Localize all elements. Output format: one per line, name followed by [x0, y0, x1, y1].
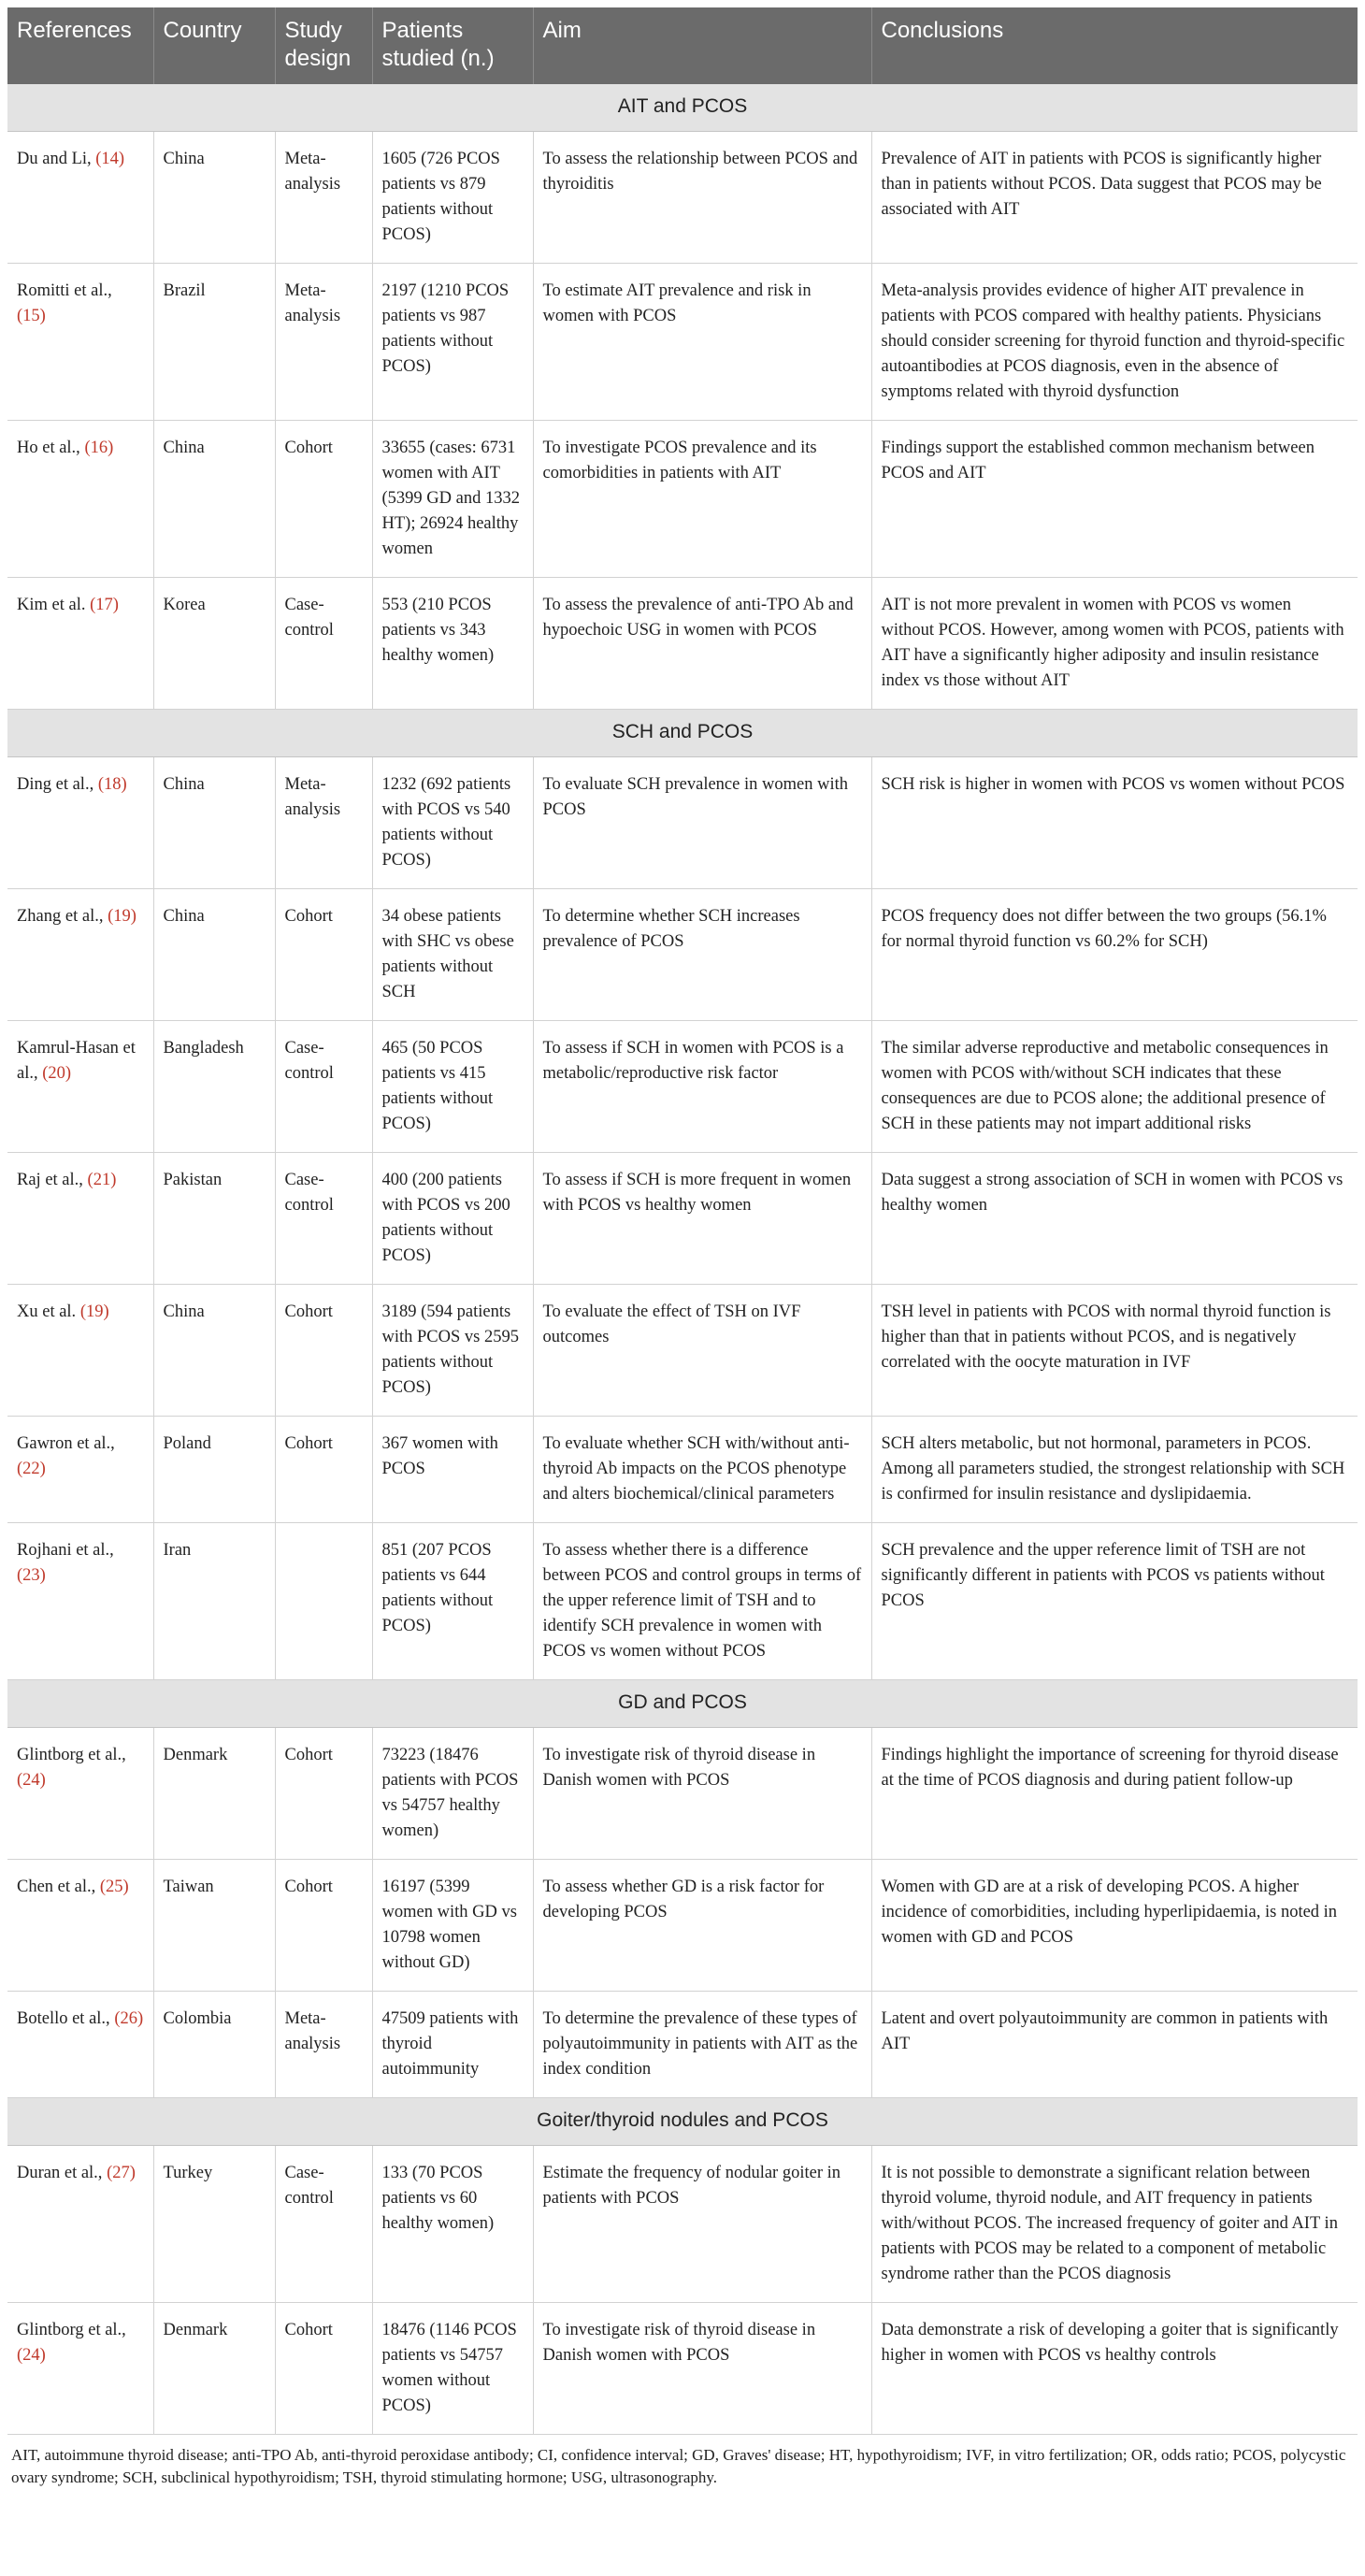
- aim-cell: To assess whether there is a difference between PCOS and control groups in terms of the upper reference limit of TSH and to identify SCH prevalence in women with PCOS vs women without PCOS: [533, 1523, 871, 1680]
- reference-cell: [7, 2303, 153, 2435]
- country-cell: China: [153, 889, 275, 1021]
- header-row: [7, 7, 1358, 84]
- reference-cell: [7, 264, 153, 421]
- patients-cell: 33655 (cases: 6731 women with AIT (5399 GD and 1332 HT); 26924 healthy women: [372, 421, 533, 578]
- aim-cell: To assess if SCH in women with PCOS is a metabolic/reproductive risk factor: [533, 1021, 871, 1153]
- patients-cell: 73223 (18476 patients with PCOS vs 54757 healthy women): [372, 1728, 533, 1860]
- study-design-cell: Cohort: [275, 1728, 372, 1860]
- reference-cell: [7, 421, 153, 578]
- reference-authors: Kim et al.: [17, 596, 86, 614]
- citation-link[interactable]: (15): [17, 307, 46, 325]
- reference-cell: [7, 1417, 153, 1523]
- study-design-cell: Cohort: [275, 889, 372, 1021]
- section-title: Goiter/thyroid nodules and PCOS: [7, 2098, 1358, 2146]
- study-design-cell: Meta-analysis: [275, 264, 372, 421]
- patients-cell: 1605 (726 PCOS patients vs 879 patients without PCOS): [372, 132, 533, 264]
- header-country: Country: [153, 7, 275, 84]
- aim-cell: To assess if SCH is more frequent in women with PCOS vs healthy women: [533, 1153, 871, 1285]
- section-row: [7, 1680, 1358, 1728]
- citation-link[interactable]: (14): [95, 150, 125, 168]
- patients-cell: 18476 (1146 PCOS patients vs 54757 women without PCOS): [372, 2303, 533, 2435]
- aim-cell: To assess the prevalence of anti-TPO Ab and hypoechoic USG in women with PCOS: [533, 578, 871, 710]
- study-design-cell: Case-control: [275, 1021, 372, 1153]
- table-row: [7, 1285, 1358, 1417]
- studies-table: [7, 7, 1358, 2435]
- study-design-cell: Case-control: [275, 1153, 372, 1285]
- reference-cell: [7, 1728, 153, 1860]
- study-design-cell: Meta-analysis: [275, 132, 372, 264]
- reference-authors: Zhang et al.,: [17, 907, 104, 926]
- country-cell: Poland: [153, 1417, 275, 1523]
- citation-link[interactable]: (25): [99, 1878, 129, 1896]
- patients-cell: 2197 (1210 PCOS patients vs 987 patients without PCOS): [372, 264, 533, 421]
- patients-cell: 133 (70 PCOS patients vs 60 healthy women): [372, 2146, 533, 2303]
- reference-authors: Ding et al.,: [17, 775, 94, 794]
- patients-cell: 1232 (692 patients with PCOS vs 540 patients without PCOS): [372, 757, 533, 889]
- reference-cell: [7, 132, 153, 264]
- table-row: [7, 2303, 1358, 2435]
- conclusions-cell: SCH alters metabolic, but not hormonal, parameters in PCOS. Among all parameters studied, the strongest relationship with SCH is confirmed for insulin resistance and dyslipidaemia.: [871, 1417, 1358, 1523]
- aim-cell: Estimate the frequency of nodular goiter in patients with PCOS: [533, 2146, 871, 2303]
- table-row: [7, 2146, 1358, 2303]
- table-row: [7, 421, 1358, 578]
- aim-cell: To evaluate the effect of TSH on IVF outcomes: [533, 1285, 871, 1417]
- table-body: [7, 84, 1358, 2435]
- reference-authors: Xu et al.: [17, 1302, 77, 1321]
- citation-link[interactable]: (27): [107, 2164, 136, 2182]
- study-design-cell: Cohort: [275, 1860, 372, 1992]
- aim-cell: To assess the relationship between PCOS and thyroiditis: [533, 132, 871, 264]
- conclusions-cell: SCH risk is higher in women with PCOS vs women without PCOS: [871, 757, 1358, 889]
- aim-cell: To estimate AIT prevalence and risk in women with PCOS: [533, 264, 871, 421]
- reference-authors: Raj et al.,: [17, 1171, 83, 1189]
- country-cell: Turkey: [153, 2146, 275, 2303]
- aim-cell: To investigate PCOS prevalence and its comorbidities in patients with AIT: [533, 421, 871, 578]
- reference-cell: [7, 757, 153, 889]
- conclusions-cell: AIT is not more prevalent in women with PCOS vs women without PCOS. However, among women with PCOS, patients with AIT have a significantly higher adiposity and insulin resistance index vs those without AIT: [871, 578, 1358, 710]
- reference-authors: Duran et al.,: [17, 2164, 103, 2182]
- reference-authors: Du and Li,: [17, 150, 92, 168]
- citation-link[interactable]: (24): [17, 2346, 46, 2365]
- conclusions-cell: Latent and overt polyautoimmunity are common in patients with AIT: [871, 1992, 1358, 2098]
- header-references: References: [7, 7, 153, 84]
- table-row: [7, 1153, 1358, 1285]
- table-row: [7, 889, 1358, 1021]
- aim-cell: To investigate risk of thyroid disease in Danish women with PCOS: [533, 1728, 871, 1860]
- study-design-cell: Cohort: [275, 421, 372, 578]
- section-title: AIT and PCOS: [7, 84, 1358, 132]
- aim-cell: To determine the prevalence of these types of polyautoimmunity in patients with AIT as the index condition: [533, 1992, 871, 2098]
- reference-authors: Rojhani et al.,: [17, 1541, 114, 1560]
- citation-link[interactable]: (20): [42, 1064, 72, 1083]
- reference-cell: [7, 578, 153, 710]
- country-cell: Denmark: [153, 1728, 275, 1860]
- table-row: [7, 578, 1358, 710]
- study-design-cell: Cohort: [275, 1417, 372, 1523]
- study-design-cell: Cohort: [275, 2303, 372, 2435]
- section-row: [7, 84, 1358, 132]
- country-cell: Brazil: [153, 264, 275, 421]
- reference-authors: Ho et al.,: [17, 439, 80, 457]
- header-conclusions: Conclusions: [871, 7, 1358, 84]
- country-cell: Iran: [153, 1523, 275, 1680]
- patients-cell: 367 women with PCOS: [372, 1417, 533, 1523]
- patients-cell: 465 (50 PCOS patients vs 415 patients without PCOS): [372, 1021, 533, 1153]
- citation-link[interactable]: (26): [114, 2009, 144, 2028]
- reference-cell: [7, 1021, 153, 1153]
- conclusions-cell: TSH level in patients with PCOS with normal thyroid function is higher than that in patients without PCOS, and is negatively correlated with the oocyte maturation in IVF: [871, 1285, 1358, 1417]
- conclusions-cell: Findings support the established common mechanism between PCOS and AIT: [871, 421, 1358, 578]
- patients-cell: 400 (200 patients with PCOS vs 200 patients without PCOS): [372, 1153, 533, 1285]
- section-title: GD and PCOS: [7, 1680, 1358, 1728]
- aim-cell: To determine whether SCH increases prevalence of PCOS: [533, 889, 871, 1021]
- conclusions-cell: Data demonstrate a risk of developing a goiter that is significantly higher in women with PCOS vs healthy controls: [871, 2303, 1358, 2435]
- section-row: [7, 2098, 1358, 2146]
- citation-link[interactable]: (19): [79, 1302, 109, 1321]
- patients-cell: 47509 patients with thyroid autoimmunity: [372, 1992, 533, 2098]
- aim-cell: To evaluate whether SCH with/without anti-thyroid Ab impacts on the PCOS phenotype and alters biochemical/clinical parameters: [533, 1417, 871, 1523]
- citation-link[interactable]: (24): [17, 1771, 46, 1790]
- table-row: [7, 1021, 1358, 1153]
- conclusions-cell: The similar adverse reproductive and metabolic consequences in women with PCOS with/without SCH indicates that these consequences are due to PCOS alone; the additional presence of SCH in these patients may not impart additional risks: [871, 1021, 1358, 1153]
- table-header: [7, 7, 1358, 84]
- reference-authors: Kamrul-Hasan et al.,: [17, 1039, 136, 1083]
- section-title: SCH and PCOS: [7, 710, 1358, 757]
- citation-link[interactable]: (18): [97, 775, 127, 794]
- country-cell: Denmark: [153, 2303, 275, 2435]
- citation-link[interactable]: (23): [17, 1566, 46, 1585]
- citation-link[interactable]: (21): [87, 1171, 117, 1189]
- reference-authors: Botello et al.,: [17, 2009, 110, 2028]
- conclusions-cell: Meta-analysis provides evidence of higher AIT prevalence in patients with PCOS compared with healthy patients. Physicians should consider screening for thyroid function and thyroid-specific autoantibodies at PCOS diagnosis, even in the absence of symptoms related with thyroid dysfunction: [871, 264, 1358, 421]
- citation-link[interactable]: (16): [84, 439, 114, 457]
- table-row: [7, 1992, 1358, 2098]
- country-cell: Pakistan: [153, 1153, 275, 1285]
- conclusions-cell: Findings highlight the importance of screening for thyroid disease at the time of PCOS diagnosis and during patient follow-up: [871, 1728, 1358, 1860]
- aim-cell: To evaluate SCH prevalence in women with PCOS: [533, 757, 871, 889]
- table-footnote: AIT, autoimmune thyroid disease; anti-TPO Ab, anti-thyroid peroxidase antibody; CI, confidence interval; GD, Graves' disease; HT, hypothyroidism; IVF, in vitro fertilization; OR, odds ratio; PCOS, polycystic ovary syndrome; SCH, subclinical hypothyroidism; TSH, thyroid stimulating hormone; USG, ultrasonography.: [11, 2446, 1346, 2486]
- table-row: [7, 132, 1358, 264]
- reference-authors: Glintborg et al.,: [17, 2321, 126, 2339]
- study-design-cell: [275, 1523, 372, 1680]
- patients-cell: 3189 (594 patients with PCOS vs 2595 patients without PCOS): [372, 1285, 533, 1417]
- document-page: [7, 7, 1358, 2489]
- study-design-cell: Meta-analysis: [275, 1992, 372, 2098]
- country-cell: China: [153, 421, 275, 578]
- country-cell: China: [153, 132, 275, 264]
- conclusions-cell: Data suggest a strong association of SCH in women with PCOS vs healthy women: [871, 1153, 1358, 1285]
- table-row: [7, 1860, 1358, 1992]
- reference-cell: [7, 1153, 153, 1285]
- country-cell: China: [153, 757, 275, 889]
- header-aim: Aim: [533, 7, 871, 84]
- table-row: [7, 1523, 1358, 1680]
- patients-cell: 851 (207 PCOS patients vs 644 patients without PCOS): [372, 1523, 533, 1680]
- citation-link[interactable]: (19): [108, 907, 136, 926]
- conclusions-cell: SCH prevalence and the upper reference limit of TSH are not significantly different in patients with PCOS vs patients without PCOS: [871, 1523, 1358, 1680]
- study-design-cell: Case-control: [275, 578, 372, 710]
- reference-cell: [7, 1992, 153, 2098]
- study-design-cell: Meta-analysis: [275, 757, 372, 889]
- table-row: [7, 757, 1358, 889]
- conclusions-cell: It is not possible to demonstrate a significant relation between thyroid volume, thyroid nodule, and AIT frequency in patients with/without PCOS. The increased frequency of goiter and AIT in patients with PCOS may be related to a component of metabolic syndrome rather than the PCOS diagnosis: [871, 2146, 1358, 2303]
- table-row: [7, 264, 1358, 421]
- reference-cell: [7, 1860, 153, 1992]
- reference-authors: Chen et al.,: [17, 1878, 96, 1896]
- citation-link[interactable]: (22): [17, 1460, 46, 1478]
- reference-authors: Romitti et al.,: [17, 281, 112, 300]
- conclusions-cell: PCOS frequency does not differ between the two groups (56.1% for normal thyroid function vs 60.2% for SCH): [871, 889, 1358, 1021]
- aim-cell: To investigate risk of thyroid disease in Danish women with PCOS: [533, 2303, 871, 2435]
- patients-cell: 34 obese patients with SHC vs obese patients without SCH: [372, 889, 533, 1021]
- study-design-cell: Cohort: [275, 1285, 372, 1417]
- reference-authors: Gawron et al.,: [17, 1434, 115, 1453]
- patients-cell: 16197 (5399 women with GD vs 10798 women without GD): [372, 1860, 533, 1992]
- header-patients-studied: Patients studied (n.): [372, 7, 533, 84]
- header-study-design: Study design: [275, 7, 372, 84]
- section-row: [7, 710, 1358, 757]
- country-cell: China: [153, 1285, 275, 1417]
- conclusions-cell: Women with GD are at a risk of developing PCOS. A higher incidence of comorbidities, including hyperlipidaemia, is noted in women with GD and PCOS: [871, 1860, 1358, 1992]
- country-cell: Bangladesh: [153, 1021, 275, 1153]
- study-design-cell: Case-control: [275, 2146, 372, 2303]
- reference-cell: [7, 1523, 153, 1680]
- country-cell: Taiwan: [153, 1860, 275, 1992]
- country-cell: Colombia: [153, 1992, 275, 2098]
- reference-cell: [7, 2146, 153, 2303]
- aim-cell: To assess whether GD is a risk factor for developing PCOS: [533, 1860, 871, 1992]
- reference-cell: [7, 889, 153, 1021]
- reference-cell: [7, 1285, 153, 1417]
- citation-link[interactable]: (17): [90, 596, 119, 614]
- conclusions-cell: Prevalence of AIT in patients with PCOS is significantly higher than in patients without PCOS. Data suggest that PCOS may be associated with AIT: [871, 132, 1358, 264]
- reference-authors: Glintborg et al.,: [17, 1746, 126, 1764]
- table-row: [7, 1417, 1358, 1523]
- table-row: [7, 1728, 1358, 1860]
- country-cell: Korea: [153, 578, 275, 710]
- patients-cell: 553 (210 PCOS patients vs 343 healthy women): [372, 578, 533, 710]
